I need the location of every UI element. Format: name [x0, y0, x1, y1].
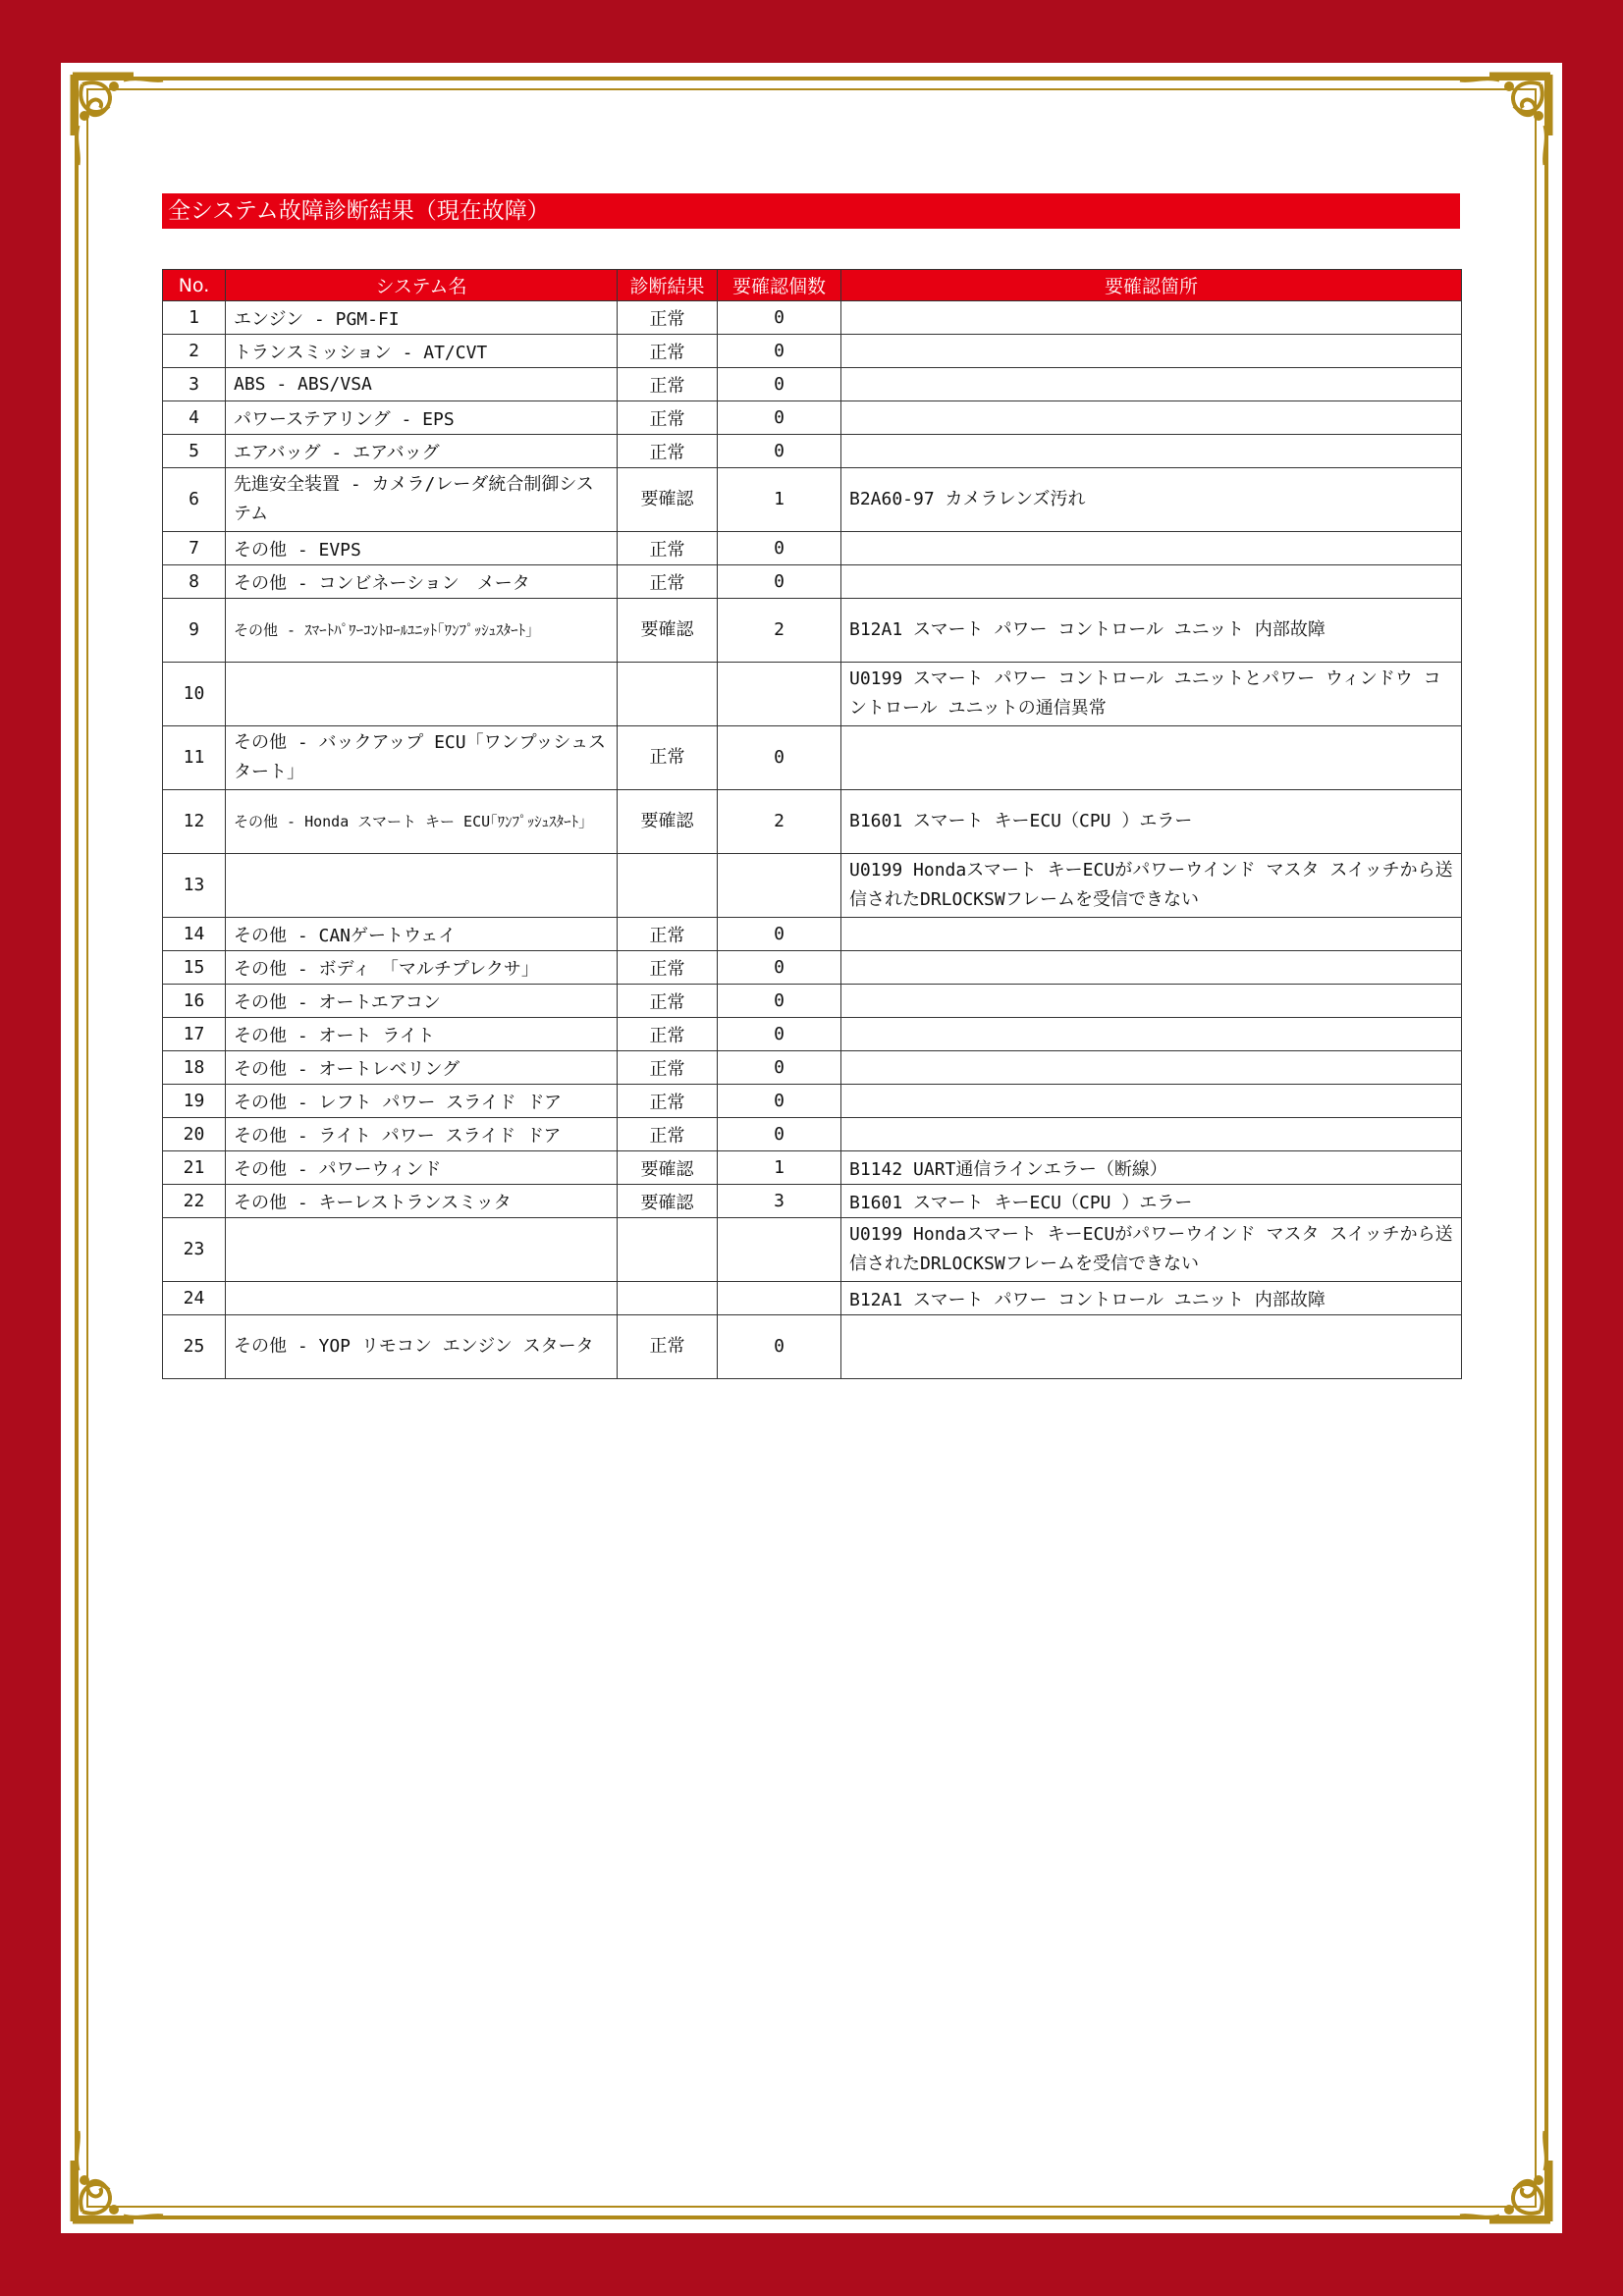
row-number: 1 — [163, 301, 226, 335]
check-count: 0 — [718, 368, 841, 401]
diagnosis-result — [618, 1282, 718, 1315]
check-count: 2 — [718, 790, 841, 854]
row-number: 17 — [163, 1018, 226, 1051]
table-row — [163, 1051, 1462, 1085]
check-count: 0 — [718, 532, 841, 565]
check-detail — [841, 726, 1462, 790]
system-name: その他 - コンビネーション メータ — [226, 565, 618, 599]
row-number: 25 — [163, 1315, 226, 1379]
system-name: ABS - ABS/VSA — [226, 368, 618, 401]
diagnosis-result: 正常 — [618, 1315, 718, 1379]
diagnosis-result: 正常 — [618, 1018, 718, 1051]
header-count: 要確認個数 — [718, 270, 841, 301]
row-number: 19 — [163, 1085, 226, 1118]
diagnosis-result: 正常 — [618, 435, 718, 468]
check-detail — [841, 1051, 1462, 1085]
check-count: 0 — [718, 435, 841, 468]
table-row — [163, 1315, 1462, 1379]
system-name: その他 - Honda スマート キー ECU｢ﾜﾝﾌﾟｯｼｭｽﾀｰﾄ｣ — [226, 790, 618, 854]
system-name: その他 - オートレベリング — [226, 1051, 618, 1085]
table-row — [163, 1018, 1462, 1051]
system-name: その他 - YOP リモコン エンジン スタータ — [226, 1315, 618, 1379]
table-row — [163, 790, 1462, 854]
check-detail — [841, 565, 1462, 599]
system-name — [226, 1218, 618, 1282]
table-body — [163, 301, 1462, 1379]
check-detail: U0199 Hondaスマート キーECUがパワーウインド マスタ スイッチから送信されたDRLOCKSWフレームを受信できない — [841, 854, 1462, 918]
table-row — [163, 435, 1462, 468]
row-number: 7 — [163, 532, 226, 565]
table-row — [163, 726, 1462, 790]
table-row — [163, 1085, 1462, 1118]
system-name: エアバッグ - エアバッグ — [226, 435, 618, 468]
row-number: 10 — [163, 663, 226, 726]
check-count: 2 — [718, 599, 841, 663]
header-no: No. — [163, 270, 226, 301]
system-name: パワーステアリング - EPS — [226, 401, 618, 435]
row-number: 9 — [163, 599, 226, 663]
check-detail — [841, 918, 1462, 951]
ornament-corner-icon — [65, 67, 183, 185]
table-row — [163, 854, 1462, 918]
check-count: 1 — [718, 468, 841, 532]
table-row — [163, 301, 1462, 335]
diagnosis-result: 正常 — [618, 401, 718, 435]
diagnosis-result — [618, 663, 718, 726]
check-count: 0 — [718, 918, 841, 951]
row-number: 14 — [163, 918, 226, 951]
row-number: 16 — [163, 985, 226, 1018]
table-row — [163, 951, 1462, 985]
diagnosis-result: 正常 — [618, 368, 718, 401]
diagnosis-result: 正常 — [618, 301, 718, 335]
diagnosis-result: 正常 — [618, 1118, 718, 1151]
check-count: 0 — [718, 301, 841, 335]
check-count — [718, 854, 841, 918]
check-count: 3 — [718, 1185, 841, 1218]
check-count: 0 — [718, 1118, 841, 1151]
header-detail: 要確認箇所 — [841, 270, 1462, 301]
table-row — [163, 565, 1462, 599]
check-count: 0 — [718, 335, 841, 368]
check-count: 0 — [718, 1051, 841, 1085]
check-count: 0 — [718, 1018, 841, 1051]
check-detail — [841, 301, 1462, 335]
ornament-corner-icon — [1440, 67, 1558, 185]
system-name: その他 - ライト パワー スライド ドア — [226, 1118, 618, 1151]
system-name: エンジン - PGM-FI — [226, 301, 618, 335]
check-count: 0 — [718, 1315, 841, 1379]
system-name: その他 - ボディ 「マルチプレクサ」 — [226, 951, 618, 985]
table-row — [163, 599, 1462, 663]
row-number: 22 — [163, 1185, 226, 1218]
check-detail: B1601 スマート キーECU（CPU ）エラー — [841, 1185, 1462, 1218]
check-detail — [841, 401, 1462, 435]
check-count — [718, 663, 841, 726]
row-number: 4 — [163, 401, 226, 435]
check-detail — [841, 1085, 1462, 1118]
diagnosis-result: 正常 — [618, 726, 718, 790]
diagnosis-result: 正常 — [618, 951, 718, 985]
system-name — [226, 663, 618, 726]
table-row — [163, 1185, 1462, 1218]
row-number: 24 — [163, 1282, 226, 1315]
check-detail — [841, 1018, 1462, 1051]
header-result: 診断結果 — [618, 270, 718, 301]
check-count: 0 — [718, 565, 841, 599]
check-count: 0 — [718, 985, 841, 1018]
system-name: 先進安全装置 - カメラ/レーダ統合制御システム — [226, 468, 618, 532]
diagnosis-table — [162, 269, 1462, 1379]
check-detail — [841, 985, 1462, 1018]
row-number: 12 — [163, 790, 226, 854]
table-row — [163, 1282, 1462, 1315]
check-detail — [841, 368, 1462, 401]
system-name: その他 - バックアップ ECU「ワンプッシュスタート」 — [226, 726, 618, 790]
row-number: 6 — [163, 468, 226, 532]
table-row — [163, 1118, 1462, 1151]
diagnosis-result: 要確認 — [618, 599, 718, 663]
table-row — [163, 663, 1462, 726]
table-header-row — [163, 270, 1462, 301]
diagnosis-result: 正常 — [618, 532, 718, 565]
row-number: 13 — [163, 854, 226, 918]
check-detail — [841, 1315, 1462, 1379]
check-detail: B12A1 スマート パワー コントロール ユニット 内部故障 — [841, 1282, 1462, 1315]
row-number: 11 — [163, 726, 226, 790]
table-row — [163, 532, 1462, 565]
check-detail — [841, 951, 1462, 985]
system-name — [226, 854, 618, 918]
diagnosis-result: 正常 — [618, 918, 718, 951]
header-system: システム名 — [226, 270, 618, 301]
system-name: その他 - パワーウィンド — [226, 1151, 618, 1185]
row-number: 3 — [163, 368, 226, 401]
check-count: 0 — [718, 951, 841, 985]
row-number: 18 — [163, 1051, 226, 1085]
diagnosis-result: 正常 — [618, 985, 718, 1018]
row-number: 21 — [163, 1151, 226, 1185]
table-row — [163, 985, 1462, 1018]
diagnosis-result — [618, 1218, 718, 1282]
diagnosis-result: 要確認 — [618, 468, 718, 532]
page-title: 全システム故障診断結果（現在故障） — [162, 193, 1460, 229]
table-row — [163, 335, 1462, 368]
row-number: 20 — [163, 1118, 226, 1151]
check-count: 0 — [718, 1085, 841, 1118]
system-name: その他 - EVPS — [226, 532, 618, 565]
check-detail — [841, 335, 1462, 368]
check-count: 0 — [718, 726, 841, 790]
system-name: その他 - レフト パワー スライド ドア — [226, 1085, 618, 1118]
check-count: 0 — [718, 401, 841, 435]
check-detail: B2A60-97 カメラレンズ汚れ — [841, 468, 1462, 532]
ornament-corner-icon — [65, 2111, 183, 2229]
diagnosis-result: 正常 — [618, 335, 718, 368]
check-detail — [841, 532, 1462, 565]
check-detail: B12A1 スマート パワー コントロール ユニット 内部故障 — [841, 599, 1462, 663]
diagnosis-result: 要確認 — [618, 790, 718, 854]
system-name: その他 - オート ライト — [226, 1018, 618, 1051]
table-row — [163, 1218, 1462, 1282]
system-name — [226, 1282, 618, 1315]
system-name: その他 - CANゲートウェイ — [226, 918, 618, 951]
check-detail — [841, 435, 1462, 468]
table-row — [163, 918, 1462, 951]
check-count — [718, 1218, 841, 1282]
check-detail: U0199 スマート パワー コントロール ユニットとパワー ウィンドウ コントロール ユニットの通信異常 — [841, 663, 1462, 726]
row-number: 8 — [163, 565, 226, 599]
diagnosis-result — [618, 854, 718, 918]
table-row — [163, 468, 1462, 532]
table-row — [163, 401, 1462, 435]
ornament-corner-icon — [1440, 2111, 1558, 2229]
table-row — [163, 368, 1462, 401]
diagnosis-result: 要確認 — [618, 1151, 718, 1185]
check-detail: B1601 スマート キーECU（CPU ）エラー — [841, 790, 1462, 854]
check-detail: B1142 UART通信ラインエラー（断線） — [841, 1151, 1462, 1185]
diagnosis-result: 正常 — [618, 1085, 718, 1118]
row-number: 2 — [163, 335, 226, 368]
check-detail: U0199 Hondaスマート キーECUがパワーウインド マスタ スイッチから送信されたDRLOCKSWフレームを受信できない — [841, 1218, 1462, 1282]
row-number: 15 — [163, 951, 226, 985]
system-name: その他 - キーレストランスミッタ — [226, 1185, 618, 1218]
row-number: 23 — [163, 1218, 226, 1282]
table-row — [163, 1151, 1462, 1185]
row-number: 5 — [163, 435, 226, 468]
system-name: その他 - ｽﾏｰﾄﾊﾟﾜｰｺﾝﾄﾛｰﾙﾕﾆｯﾄ｢ﾜﾝﾌﾟｯｼｭｽﾀｰﾄ｣ — [226, 599, 618, 663]
check-count — [718, 1282, 841, 1315]
check-count: 1 — [718, 1151, 841, 1185]
diagnosis-result: 正常 — [618, 1051, 718, 1085]
system-name: トランスミッション - AT/CVT — [226, 335, 618, 368]
check-detail — [841, 1118, 1462, 1151]
diagnosis-result: 正常 — [618, 565, 718, 599]
diagnosis-result: 要確認 — [618, 1185, 718, 1218]
system-name: その他 - オートエアコン — [226, 985, 618, 1018]
